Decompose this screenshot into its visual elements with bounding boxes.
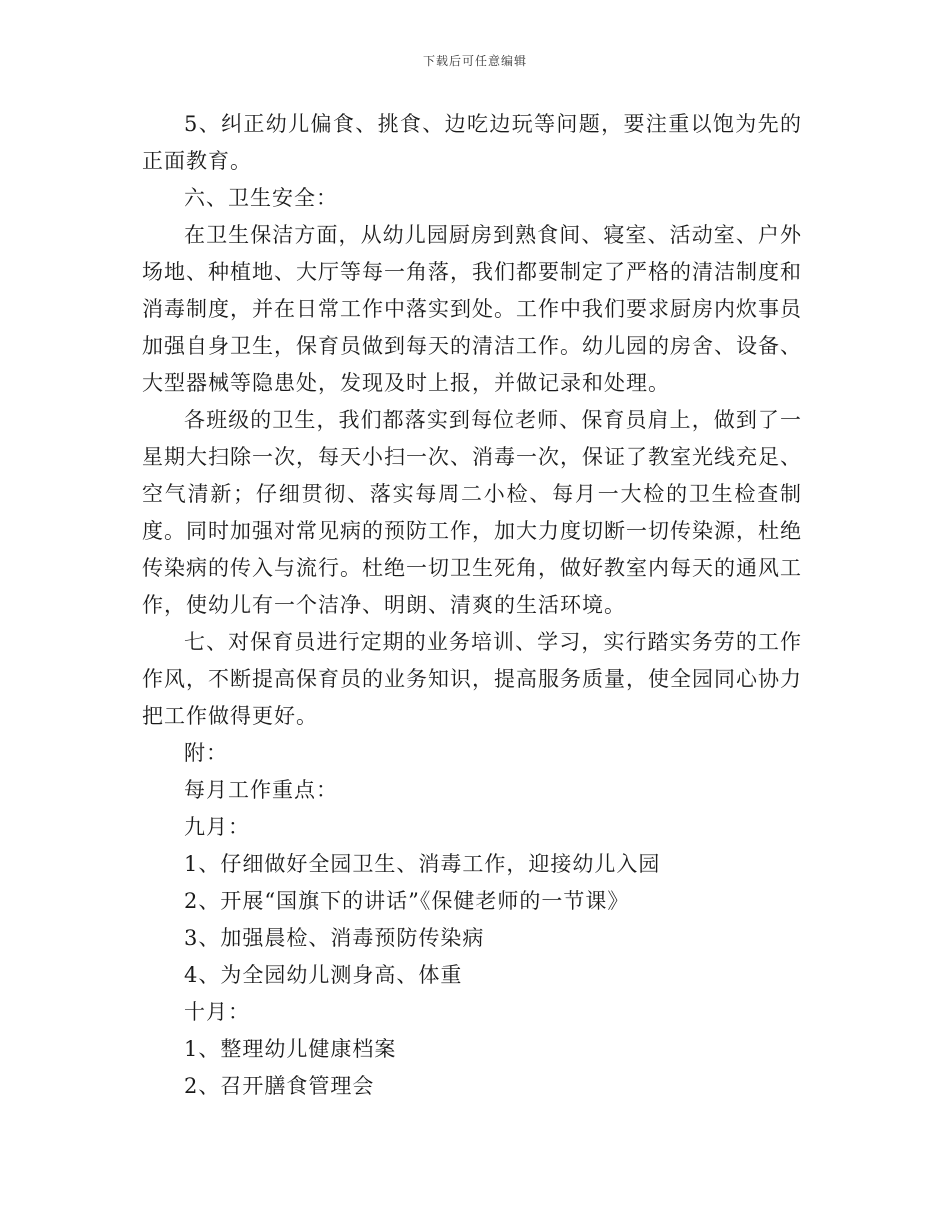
paragraph-class-hygiene: 各班级的卫生，我们都落实到每位老师、保育员肩上，做到了一星期大扫除一次，每天小扫一次、消毒一次，保证了教室光线充足、空气清新；仔细贯彻、落实每周二小检、每月一大检的卫生检查制度。同时加强对常见病的预防工作，加大力度切断一切传染源，杜绝传染病的传入与流行。杜绝一切卫生死角，做好教室内每天的通风工作，使幼儿有一个洁净、明朗、清爽的生活环境。 xyxy=(142,408,802,617)
section-heading-hygiene-safety: 六、卫生安全： xyxy=(184,186,338,210)
month-heading-october: 十月： xyxy=(184,1000,250,1024)
paragraph-cleaning: 在卫生保洁方面，从幼儿园厨房到熟食间、寝室、活动室、户外场地、种植地、大厅等每一角落，我们都要制定了严格的清洁制度和消毒制度，并在日常工作中落实到处。工作中我们要求厨房内炊事员加强自身卫生，保育员做到每天的清洁工作。幼儿园的房舍、设备、大型器械等隐患处，发现及时上报，并做记录和处理。 xyxy=(142,223,802,395)
monthly-focus-heading: 每月工作重点： xyxy=(184,778,338,802)
list-item: 4、为全园幼儿测身高、体重 xyxy=(184,963,463,987)
document-body xyxy=(142,106,802,1105)
section-heading-training: 七、对保育员进行定期的业务培训、学习，实行踏实务劳的工作作风，不断提高保育员的业务知识，提高服务质量，使全园同心协力把工作做得更好。 xyxy=(142,630,802,728)
list-item: 1、仔细做好全园卫生、消毒工作，迎接幼儿入园 xyxy=(184,852,661,876)
paragraph-item-5: 5、纠正幼儿偏食、挑食、边吃边玩等问题，要注重以饱为先的正面教育。 xyxy=(142,112,802,173)
list-item: 1、整理幼儿健康档案 xyxy=(184,1037,397,1061)
page-header-note: 下载后可任意编辑 xyxy=(422,54,527,68)
month-heading-september: 九月： xyxy=(184,815,250,839)
appendix-label: 附： xyxy=(184,741,228,765)
list-item: 3、加强晨检、消毒预防传染病 xyxy=(184,926,485,950)
list-item: 2、开展“国旗下的讲话”《保健老师的一节课》 xyxy=(184,889,630,913)
list-item: 2、召开膳食管理会 xyxy=(184,1074,375,1098)
